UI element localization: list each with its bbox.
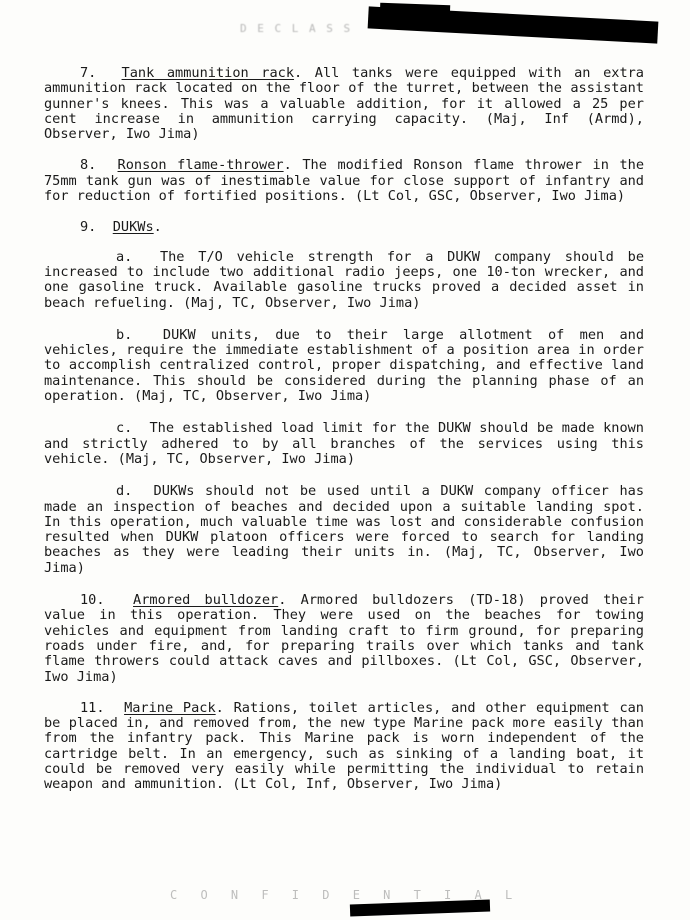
item-number: 10. bbox=[80, 592, 105, 609]
sub-text: The established load limit for the DUKW should be made known and strictly adhered to by all branches of the services using this vehicle. (Maj, TC, Observer, Iwo Jima) bbox=[44, 420, 644, 467]
header-redaction-tail bbox=[380, 3, 450, 19]
paragraph-item-9 bbox=[44, 220, 644, 235]
paragraph-item-8 bbox=[44, 158, 644, 204]
item-number: 11. bbox=[80, 699, 105, 716]
paragraph-item-7 bbox=[44, 66, 644, 142]
item-title: Marine Pack bbox=[124, 699, 216, 716]
sub-letter: d. bbox=[116, 483, 133, 500]
sub-letter: b. bbox=[116, 326, 133, 343]
item-number: 7. bbox=[80, 65, 97, 81]
subparagraph-9d bbox=[44, 484, 644, 576]
sub-text: DUKWs should not be used until a DUKW company officer has made an inspection of beaches and decided upon a suitable landing spot. In this operation, much valuable time was lost and considerable confusion resulted when DUKW platoon officers were forced to search for landing beaches as they were leading their units in. (Maj, TC, Observer, Iwo Jima) bbox=[44, 483, 645, 576]
paragraph-item-10 bbox=[44, 593, 644, 685]
sub-letter: c. bbox=[116, 420, 133, 437]
item-number: 8. bbox=[80, 157, 97, 174]
item-number: 9. bbox=[80, 219, 97, 236]
header-stamp: D E C L A S S bbox=[240, 22, 353, 35]
item-text: . Rations, toilet articles, and other equipment can be placed in, and removed from, the new type Marine pack more easily than from the infantry pack. This Marine pack is worn independent of the cartridge belt. In an emergency, such as sinking of a landing boat, it could be removed very easily while permitting the individual to retain weapon and ammunition. (Lt Col, Inf, Observer, Iwo Jima) bbox=[44, 699, 644, 793]
item-text: . bbox=[153, 219, 162, 236]
document-body bbox=[44, 66, 644, 809]
subparagraph-9c bbox=[44, 421, 644, 467]
item-title: Armored bulldozer bbox=[133, 592, 279, 609]
footer-stamp: C O N F I D E N T I A L bbox=[170, 888, 521, 902]
item-text: . Armored bulldozers (TD-18) proved their value in this operation. They were used on the beaches for towing vehicles and equipment from landing craft to firm ground, for preparing roads under fire, and, for preparing trails over which tanks and tank flame throwers could attack caves and pillboxes. (Lt Col, GSC, Observer, Iwo Jima) bbox=[44, 592, 644, 685]
subparagraph-9a bbox=[44, 250, 644, 311]
sub-text: DUKW units, due to their large allotment of men and vehicles, require the immediate establishment of a position area in order to accomplish centralized control, proper dispatching, and effective land maintenance. This should be considered during the planning phase of an operation. (Maj, TC, Observer, Iwo Jima) bbox=[44, 326, 644, 405]
item-title: Tank ammunition rack bbox=[121, 65, 295, 81]
sub-text: The T/O vehicle strength for a DUKW company should be increased to include two additional radio jeeps, one 10-ton wrecker, and one gasoline truck. Available gasoline trucks proved a decided asset in beach refueling. (Maj, TC, Observer, Iwo Jima) bbox=[44, 248, 645, 311]
item-title: DUKWs bbox=[112, 219, 154, 236]
paragraph-item-11 bbox=[44, 701, 644, 793]
item-text: . The modified Ronson flame thrower in the 75mm tank gun was of inestimable value for close support of infantry and for reduction of fortified positions. (Lt Col, GSC, Observer, Iwo Jima) bbox=[44, 157, 645, 205]
subparagraph-9b bbox=[44, 328, 644, 404]
sub-letter: a. bbox=[116, 248, 133, 265]
item-text: . All tanks were equipped with an extra ammunition rack located on the floor of the turret, between the assistant gunner's knees. This was a valuable addition, for it allowed a 25 per cent increase in ammunition carrying capacity. (Maj, Inf (Armd), Observer, Iwo Jima) bbox=[44, 65, 644, 143]
item-title: Ronson flame-thrower bbox=[117, 157, 284, 174]
